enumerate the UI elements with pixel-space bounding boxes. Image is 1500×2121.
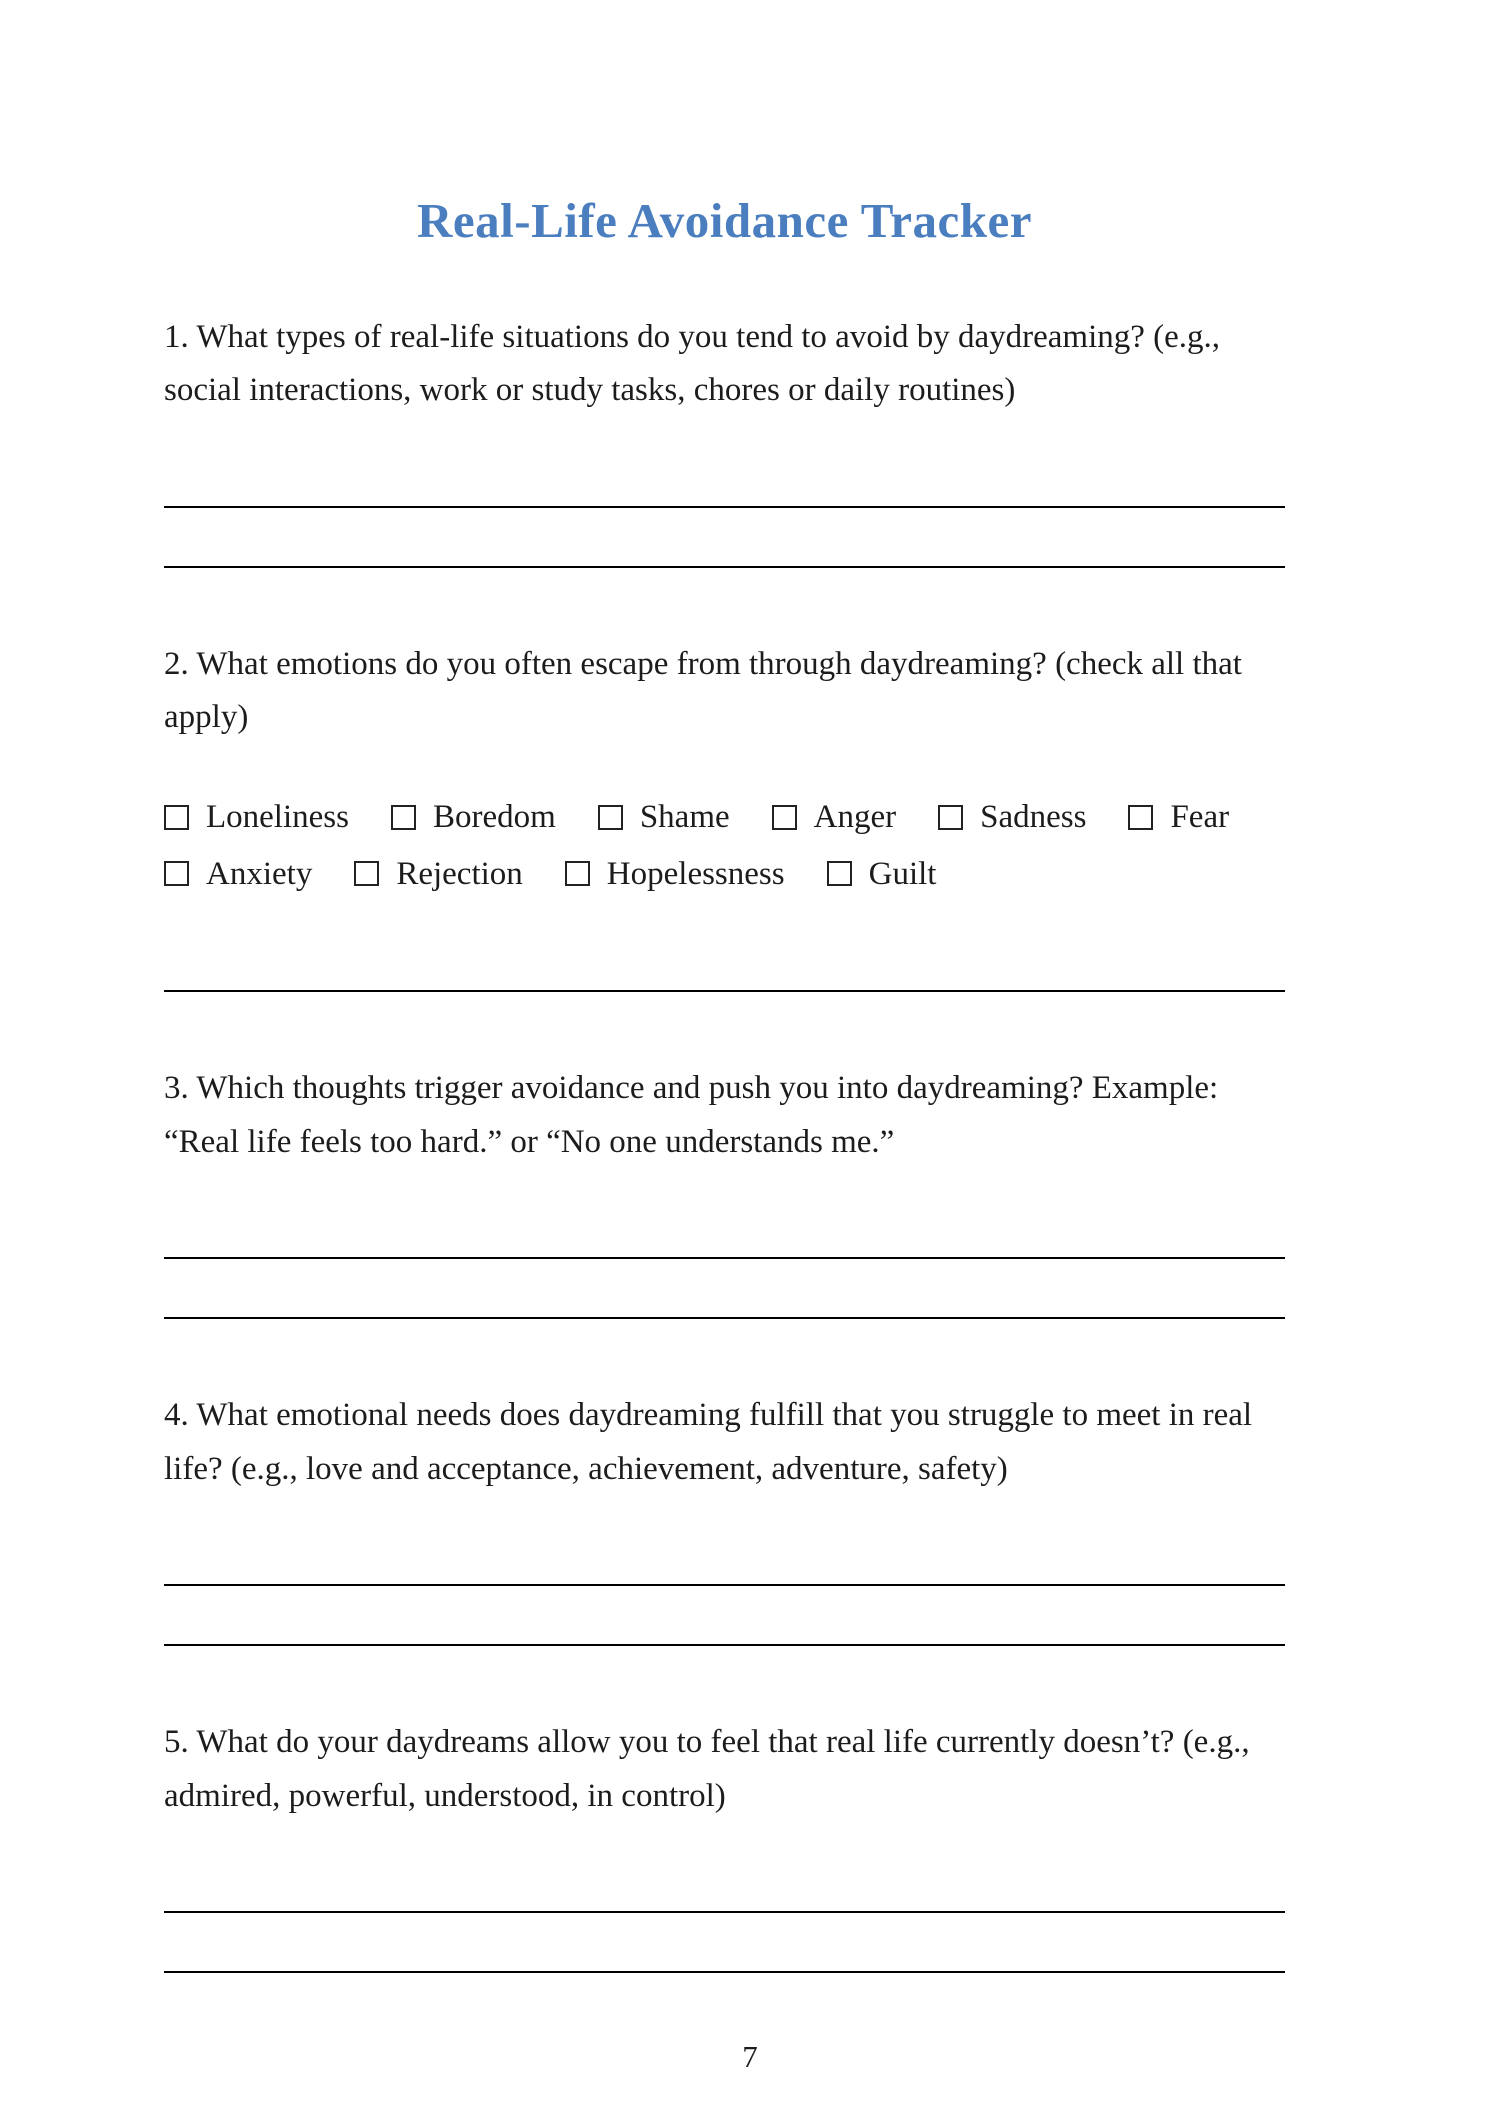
question-4: [164, 1389, 1285, 1646]
answer-line[interactable]: [164, 990, 1285, 992]
checkbox-rejection[interactable]: [354, 846, 522, 903]
question-5-text: 5. What do your daydreams allow you to feel that real life currently doesn’t? (e.g., admired, powerful, understood, in control): [164, 1724, 1250, 1814]
checkbox-icon: [354, 861, 379, 886]
checkbox-loneliness[interactable]: [164, 789, 349, 846]
checkbox-icon: [772, 805, 797, 830]
question-2: [164, 638, 1285, 992]
question-3: [164, 1062, 1285, 1319]
checkbox-guilt[interactable]: [827, 846, 937, 903]
checkbox-label: Hopelessness: [606, 855, 785, 892]
checkbox-label: Shame: [639, 798, 730, 835]
answer-line[interactable]: [164, 506, 1285, 508]
question-1-text: 1. What types of real-life situations do you tend to avoid by daydreaming? (e.g., social interactions, work or study tasks, chores or daily routines): [164, 319, 1221, 409]
answer-line[interactable]: [164, 1584, 1285, 1586]
page-title: Real-Life Avoidance Tracker: [417, 193, 1032, 248]
checkbox-label: Anxiety: [206, 855, 313, 892]
checkbox-icon: [565, 861, 590, 886]
checkbox-label: Anger: [813, 798, 897, 835]
checkbox-boredom[interactable]: [391, 789, 556, 846]
checkbox-anxiety[interactable]: [164, 846, 312, 903]
checkbox-row-2: [164, 846, 1285, 903]
page-number: 7: [742, 2039, 758, 2074]
checkbox-icon: [938, 805, 963, 830]
checkbox-shame[interactable]: [598, 789, 730, 846]
answer-line[interactable]: [164, 1911, 1285, 1913]
checkbox-label: Boredom: [432, 798, 556, 835]
checkbox-icon: [164, 861, 189, 886]
checkbox-fear[interactable]: [1128, 789, 1229, 846]
checkbox-icon: [164, 805, 189, 830]
checkbox-label: Guilt: [868, 855, 937, 892]
checkbox-icon: [598, 805, 623, 830]
answer-line[interactable]: [164, 1644, 1285, 1646]
question-5: [164, 1716, 1285, 1973]
checkbox-label: Rejection: [396, 855, 523, 892]
checkbox-hopelessness[interactable]: [565, 846, 785, 903]
answer-line[interactable]: [164, 1257, 1285, 1259]
checkbox-row-1: [164, 789, 1285, 846]
checkbox-icon: [391, 805, 416, 830]
answer-line[interactable]: [164, 566, 1285, 568]
question-1: [164, 311, 1285, 568]
checkbox-label: Fear: [1170, 798, 1230, 835]
checkbox-icon: [1128, 805, 1153, 830]
checkbox-anger[interactable]: [772, 789, 896, 846]
checkbox-label: Loneliness: [206, 798, 349, 835]
answer-line[interactable]: [164, 1317, 1285, 1319]
answer-line[interactable]: [164, 1971, 1285, 1973]
emotion-checkbox-group: [164, 789, 1285, 903]
question-2-text: 2. What emotions do you often escape from through daydreaming? (check all that apply): [164, 645, 1242, 736]
checkbox-icon: [827, 861, 852, 886]
question-4-text: 4. What emotional needs does daydreaming fulfill that you struggle to meet in real life? (e.g., love and acceptance, achievement, adventure, safety): [164, 1397, 1253, 1487]
checkbox-sadness[interactable]: [938, 789, 1086, 846]
question-3-text: 3. Which thoughts trigger avoidance and push you into daydreaming? Example: “Real life feels too hard.” or “No one understands me.”: [164, 1070, 1219, 1160]
checkbox-label: Sadness: [980, 798, 1087, 835]
